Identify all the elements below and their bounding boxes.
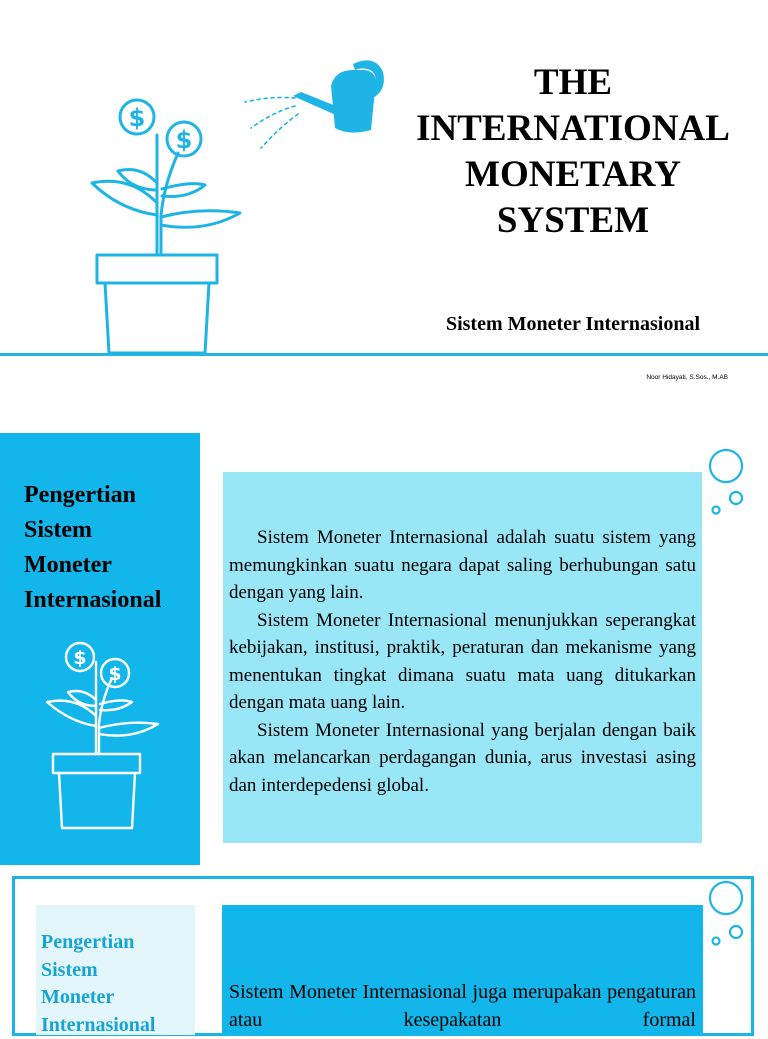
- watering-can-icon: [243, 56, 388, 151]
- definition-body: [229, 524, 696, 799]
- money-plant-icon: [0, 95, 260, 355]
- money-plant-icon: [40, 640, 165, 830]
- heading-line: Pengertian: [41, 929, 191, 957]
- dollar-symbol: $: [108, 663, 121, 685]
- bubbles-decoration-icon: [700, 878, 750, 950]
- heading-line: Internasional: [24, 583, 200, 618]
- section-heading: [24, 478, 200, 618]
- bubbles-decoration-icon: [700, 446, 750, 518]
- dollar-symbol: $: [73, 647, 86, 669]
- heading-line: Moneter: [24, 548, 200, 583]
- heading-line: Moneter: [41, 984, 191, 1012]
- paragraph: Sistem Moneter Internasional yang berjalan dengan baik akan melancarkan perdagangan dunia, arus investasi asing dan interdepedensi global.: [229, 717, 696, 800]
- paragraph: Sistem Moneter Internasional adalah suatu sistem yang memungkinkan suatu negara dapat saling berhubungan satu dengan yang lain.: [229, 524, 696, 607]
- subtitle: Sistem Moneter Internasional: [378, 313, 768, 336]
- definition-body: Sistem Moneter Internasional juga merupakan pengaturan atau kesepakatan formal: [229, 978, 696, 1034]
- title-line: MONETARY: [378, 152, 768, 198]
- heading-line: Pengertian: [24, 478, 200, 513]
- dollar-symbol: $: [176, 126, 193, 154]
- title-line: SYSTEM: [378, 198, 768, 244]
- dollar-symbol: $: [129, 104, 146, 132]
- author-name: Noor Hidayati, S.Sos., M.AB: [560, 374, 728, 381]
- presentation-title: [378, 60, 768, 244]
- heading-line: Sistem: [24, 513, 200, 548]
- paragraph: Sistem Moneter Internasional menunjukkan seperangkat kebijakan, institusi, praktik, peraturan dan mekanisme yang menentukan tingkat dimana suatu mata uang ditukarkan dengan mata uang lain.: [229, 607, 696, 717]
- section-heading: [41, 929, 191, 1039]
- heading-line: Internasional: [41, 1012, 191, 1039]
- title-line: THE: [378, 60, 768, 106]
- heading-line: Sistem: [41, 957, 191, 985]
- title-line: INTERNATIONAL: [378, 106, 768, 152]
